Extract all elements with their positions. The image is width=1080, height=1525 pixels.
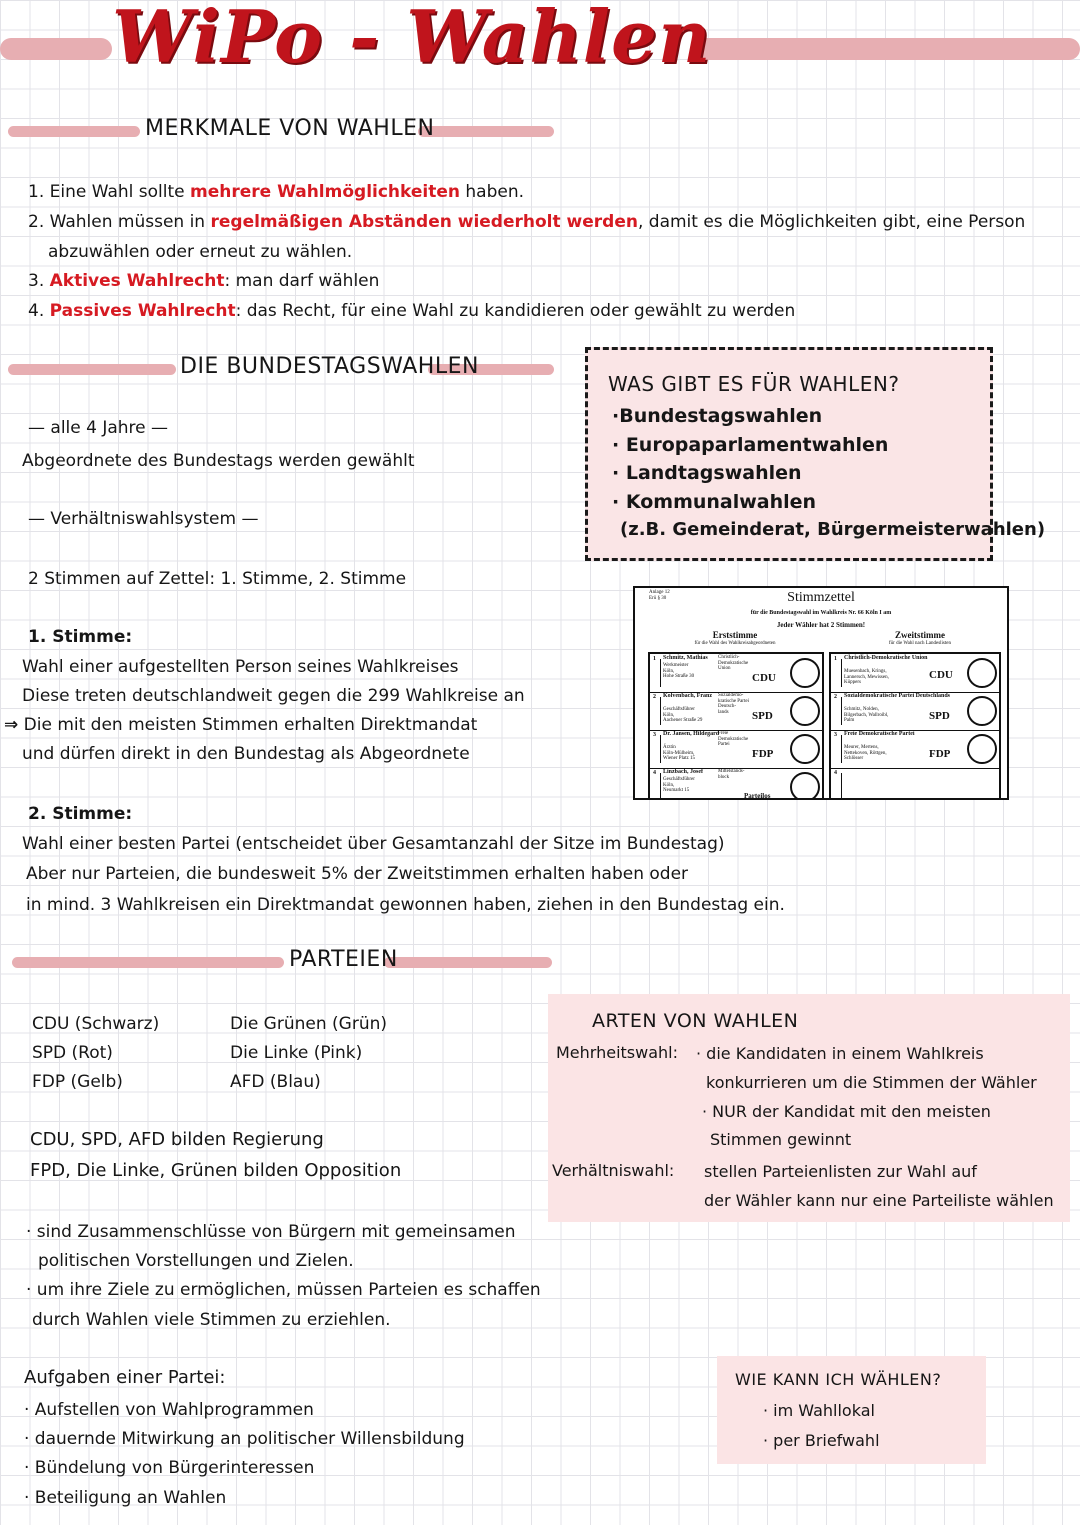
wie-heading: WIE KANN ICH WÄHLEN?	[735, 1370, 942, 1389]
bundestag-frequency: — alle 4 Jahre —	[28, 418, 169, 438]
title-bar-left	[0, 38, 112, 60]
partei-item: Die Grünen (Grün)	[230, 1014, 388, 1034]
bundestag-bar-left	[8, 364, 176, 375]
wie-list	[763, 1396, 880, 1455]
ballot-subtitle: für die Bundestagswahl im Wahlkreis Nr. 66 Köln I am	[750, 610, 892, 616]
aufgaben-title: Aufgaben einer Partei:	[24, 1367, 226, 1388]
arten-heading: ARTEN VON WAHLEN	[592, 1010, 799, 1032]
parteien-col1	[32, 1010, 159, 1097]
aufgabe-item: · Aufstellen von Wahlprogrammen	[24, 1400, 314, 1420]
ballot-right-column	[829, 652, 1001, 800]
mehrheitswahl-line: konkurrieren um die Stimmen der Wähler	[706, 1072, 1037, 1092]
verhaeltniswahl-line: der Wähler kann nur eine Parteiliste wählen	[704, 1190, 1054, 1210]
ballot-left-column	[648, 652, 824, 800]
wahlen-types-list	[612, 402, 1045, 543]
bundestag-system: — Verhältniswahlsystem —	[28, 509, 259, 529]
merkmal-item: 3. Aktives Wahlrecht: man darf wählen	[28, 271, 380, 292]
mehrheitswahl-line: Stimmen gewinnt	[710, 1130, 852, 1150]
merkmal-item: 1. Eine Wahl sollte mehrere Wahlmöglichkeiten haben.	[28, 182, 525, 202]
ballot-circle	[967, 658, 997, 688]
verhaeltniswahl-label: Verhältniswahl:	[552, 1161, 675, 1180]
arten-box	[548, 994, 1070, 1222]
wie-box	[717, 1356, 986, 1464]
zweitstimme-line: Aber nur Parteien, die bundesweit 5% der Zweitstimmen erhalten haben oder	[26, 864, 689, 884]
ballot-circle	[790, 696, 820, 726]
bundestag-abgeordnete: Abgeordnete des Bundestags werden gewählt	[22, 451, 415, 471]
ballot-row: 3 Freie Demokratische Partei Meurer, Mertens, Nettekoven, Röttgen, Schlösser FDP	[831, 730, 999, 769]
partei-item: SPD (Rot)	[32, 1042, 113, 1063]
parteien-bar-right	[384, 957, 552, 968]
wahlen-types-box	[585, 347, 1046, 561]
wahlen-type-item: ·Bundestagswahlen	[612, 405, 823, 427]
zweitstimme-line: Wahl einer besten Partei (entscheidet über Gesamtanzahl der Sitze im Bundestag)	[22, 834, 725, 854]
merkmal-item: 4. Passives Wahlrecht: das Recht, für eine Wahl zu kandidieren oder gewählt zu werden	[28, 301, 796, 321]
erststimme-line: Wahl einer aufgestellten Person seines Wahlkreises	[22, 657, 459, 677]
parteien-bar-left	[12, 957, 284, 968]
ballot-row: 4 Linzbach, Josef Geschäftsführer Köln, Neumarkt 15 Mittelstands- block Parteilos	[650, 768, 822, 800]
title-bar-right	[690, 38, 1080, 60]
erststimme-line: und dürfen direkt in den Bundestag als Abgeordnete	[22, 744, 470, 764]
bundestag-heading: DIE BUNDESTAGSWAHLEN	[180, 354, 479, 379]
ballot-row: 2 Sozialdemokratische Partei Deutschlands Schmitz, Nolden, Bilgerbach, Wallroibl, Palm SPD	[831, 692, 999, 731]
ballot-row: 2 Kolvenbach, Franz Geschäftsführer Köln, Aachener Straße 29 Sozialdemo- kratische Partei Deutsch- lands SPD	[650, 692, 822, 731]
mehrheitswahl-line: · NUR der Kandidat mit den meisten	[702, 1101, 991, 1121]
parteien-heading: PARTEIEN	[289, 947, 398, 972]
verhaeltniswahl-line: stellen Parteienlisten zur Wahl auf	[704, 1162, 977, 1181]
merkmale-bar-left	[8, 126, 140, 137]
ballot-row: 3 Dr. Jansen, Hildegard Ärztin Köln-Mülheim, Wiener Platz 15 Freie Demokratische Partei FDP	[650, 730, 822, 769]
aufgaben-list	[24, 1396, 465, 1513]
ballot-title: Stimmzettel	[787, 590, 855, 605]
partei-item: FDP (Gelb)	[32, 1071, 123, 1092]
aufgabe-item: · dauernde Mitwirkung an politischer Willensbildung	[24, 1429, 465, 1450]
wahlen-type-item: · Kommunalwahlen	[612, 490, 817, 513]
ballot-row: 4	[831, 768, 999, 800]
ballot-erststimme-label: Erststimme	[712, 630, 758, 640]
parteien-description	[26, 1218, 541, 1335]
ballot-circle	[790, 772, 820, 800]
parteien-desc-line: politischen Vorstellungen und Zielen.	[38, 1251, 354, 1272]
ballot-erststimme-sub: für die Wahl des Wahlkreisabgeordneten	[694, 641, 776, 646]
ballot-circle	[967, 734, 997, 764]
ballot-corner-text: Erü § 30	[649, 596, 667, 601]
aufgabe-item: · Beteiligung an Wahlen	[24, 1487, 227, 1508]
merkmale-heading: MERKMALE VON WAHLEN	[145, 116, 435, 141]
aufgabe-item: · Bündelung von Bürgerinteressen	[24, 1458, 315, 1479]
parteien-regierung: CDU, SPD, AFD bilden Regierung	[30, 1129, 324, 1150]
arrow-icon: ⇒	[4, 715, 19, 735]
ballot-image	[633, 586, 1009, 800]
wahlen-types-heading: WAS GIBT ES FÜR WAHLEN?	[608, 372, 900, 396]
ballot-row: 1 Schmitz, Mathias Werkmeister Köln, Hohe Straße 30 Christlich- Demokratische Union CDU	[650, 654, 822, 693]
erststimme-title: 1. Stimme:	[28, 627, 133, 647]
parteien-col2	[230, 1010, 387, 1097]
page-title: WiPo - Wahlen	[112, 0, 712, 79]
ballot-circle	[790, 658, 820, 688]
ballot-corner-text: Anlage 12	[649, 590, 670, 595]
erststimme-line: Diese treten deutschlandweit gegen die 299 Wahlkreise an	[22, 686, 525, 706]
ballot-circle	[967, 696, 997, 726]
parteien-desc-line: · um ihre Ziele zu ermöglichen, müssen Parteien es schaffen	[26, 1280, 541, 1301]
ballot-circle	[790, 734, 820, 764]
wie-item: · per Briefwahl	[763, 1430, 880, 1450]
erststimme-arrow-line: ⇒ Die mit den meisten Stimmen erhalten Direktmandat	[4, 715, 478, 735]
parteien-opposition: FPD, Die Linke, Grünen bilden Opposition	[30, 1160, 402, 1181]
merkmale-bar-right	[418, 126, 554, 137]
wahlen-type-item: · Europaparlamentwahlen	[612, 433, 889, 456]
bundestag-stimmen: 2 Stimmen auf Zettel: 1. Stimme, 2. Stimme	[28, 569, 407, 589]
ballot-zweitstimme-sub: für die Wahl nach Landeslisten	[889, 641, 951, 646]
wie-item: · im Wahllokal	[763, 1401, 875, 1420]
wahlen-type-item: (z.B. Gemeinderat, Bürgermeisterwahlen)	[620, 519, 1046, 540]
wahlen-type-item: · Landtagswahlen	[612, 462, 802, 484]
ballot-row: 1 Christlich-Demokratische Union Muesenbach, Krings, Lannersch, Mewissen, Küppers CDU	[831, 654, 999, 693]
partei-item: AFD (Blau)	[230, 1071, 321, 1092]
zweitstimme-line: in mind. 3 Wahlkreisen ein Direktmandat gewonnen haben, ziehen in den Bundestag ein.	[26, 895, 785, 915]
merkmale-list	[28, 178, 1025, 327]
verhaeltniswahl-list	[704, 1158, 1054, 1216]
mehrheitswahl-list	[696, 1040, 1037, 1155]
parteien-desc-line: · sind Zusammenschlüsse von Bürgern mit gemeinsamen	[26, 1222, 516, 1242]
ballot-notice: Jeder Wähler hat 2 Stimmen!	[776, 621, 866, 629]
zweitstimme-title: 2. Stimme:	[28, 804, 133, 824]
partei-item: Die Linke (Pink)	[230, 1042, 363, 1063]
partei-item: CDU (Schwarz)	[32, 1014, 160, 1034]
merkmal-item: 2. Wahlen müssen in regelmäßigen Abständen wiederholt werden, damit es die Möglichkeiten gibt, eine Person	[28, 211, 1026, 232]
mehrheitswahl-line: · die Kandidaten in einem Wahlkreis	[696, 1044, 984, 1063]
parteien-desc-line: durch Wahlen viele Stimmen zu erziehlen.	[32, 1309, 391, 1330]
mehrheitswahl-label: Mehrheitswahl:	[556, 1043, 678, 1062]
merkmal-item-continued: abzuwählen oder erneut zu wählen.	[48, 241, 353, 262]
ballot-zweitstimme-label: Zweitstimme	[895, 630, 945, 640]
